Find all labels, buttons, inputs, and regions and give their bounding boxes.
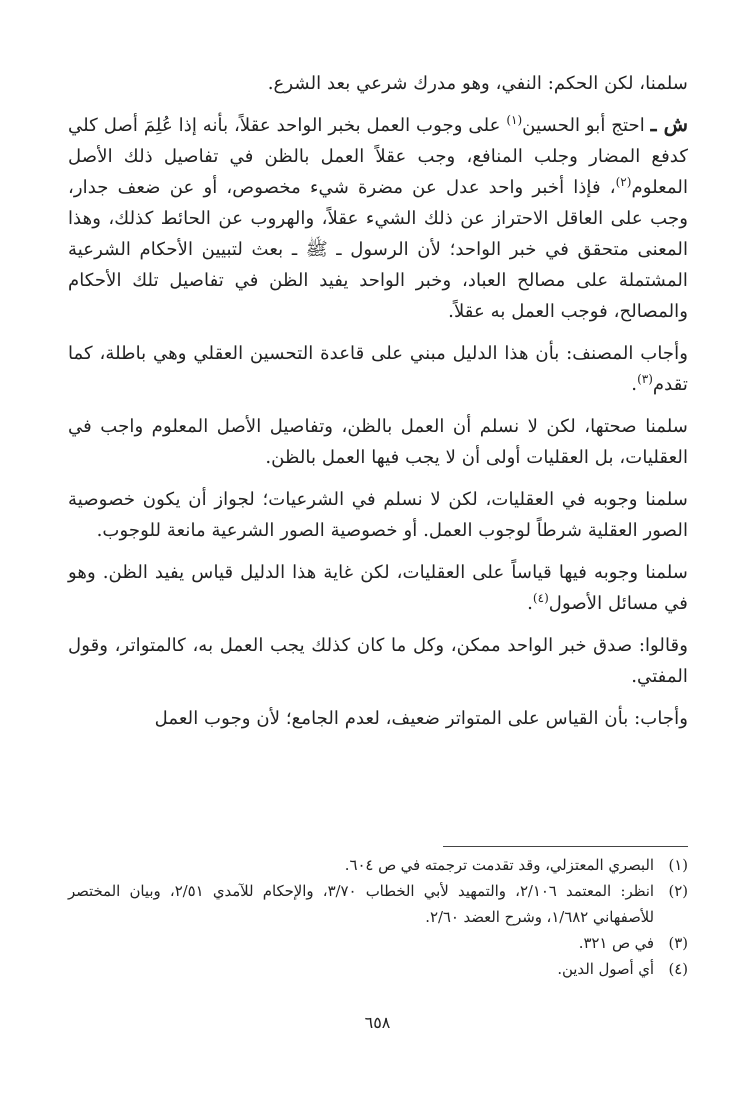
paragraph-text: سلمنا صحتها، لكن لا نسلم أن العمل بالظن، وتفاصيل الأصل المعلوم واجب في العقليات، بل العقليات أولى أن لا يجب فيها العمل بالظن. — [68, 416, 688, 468]
paragraph-text: وقالوا: صدق خبر الواحد ممكن، وكل ما كان كذلك يجب العمل به، كالمتواتر، وقول المفتي. — [68, 635, 688, 687]
paragraph-text: سلمنا وجوبه في العقليات، لكن لا نسلم في الشرعيات؛ لجواز أن يكون خصوصية الصور العقلية شرطاً لوجوب العمل. أو خصوصية الصور الشرعية مانعة للوجوب. — [68, 489, 688, 541]
paragraph-1 — [68, 68, 688, 99]
footnote-1 — [68, 853, 688, 879]
main-text — [68, 68, 688, 745]
paragraph-text: سلمنا، لكن الحكم: النفي، وهو مدرك شرعي بعد الشرع. — [267, 73, 688, 94]
footnote-ref-3: (٣) — [637, 371, 653, 386]
footnote-number: (٢) — [668, 883, 688, 900]
footnote-number: (٣) — [668, 935, 688, 952]
paragraph-4 — [68, 411, 688, 473]
footnote-4 — [68, 957, 688, 983]
footnote-3 — [68, 931, 688, 957]
paragraph-text: وأجاب المصنف: بأن هذا الدليل مبني على قاعدة التحسين العقلي وهي باطلة، كما تقدم — [68, 343, 688, 395]
page-number: ٦٥٨ — [364, 1013, 391, 1032]
footnote-text: في ص ٣٢١. — [578, 935, 654, 952]
paragraph-3 — [68, 338, 688, 400]
footnote-text: البصري المعتزلي، وقد تقدمت ترجمته في ص ٦٠٤. — [344, 857, 654, 874]
paragraph-5 — [68, 484, 688, 546]
paragraph-text: . — [631, 374, 638, 395]
footnote-ref-4: (٤) — [532, 590, 549, 605]
footnote-ref-2: (٢) — [615, 174, 632, 189]
paragraph-text: على وجوب العمل بخبر الواحد عقلاً، بأنه إذا عُلِمَ أصل كلي كدفع المضار وجلب المنافع، وجب عقلاً العمل بالظن في تفاصيل ذلك الأصل المعلوم — [68, 115, 688, 198]
paragraph-7 — [68, 630, 688, 692]
footnote-text: انظر: المعتمد ٢/١٠٦، والتمهيد لأبي الخطاب ٣/٧٠، والإحكام للآمدي ٢/٥١، وبيان المختصر للأصفهاني ١/٦٨٢، وشرح العضد ٢/٦٠. — [68, 883, 654, 926]
footnote-number: (٤) — [668, 961, 688, 978]
paragraph-text: وأجاب: بأن القياس على المتواتر ضعيف، لعدم الجامع؛ لأن وجوب العمل — [154, 708, 688, 729]
paragraph-8 — [68, 703, 688, 734]
paragraph-text: سلمنا وجوبه فيها قياساً على العقليات، لكن غاية هذا الدليل قياس يفيد الظن. وهو في مسائل الأصول — [68, 562, 688, 614]
commentary-marker: ش ـ — [650, 112, 688, 136]
footnotes — [68, 853, 688, 983]
paragraph-text: ، فإذا أخبر واحد عدل عن مضرة شيء مخصوص، أو عن ضعف جدار، وجب على العاقل الاحتراز عن ذلك الشيء عقلاً، والهروب عن الحائط كذلك، وهذا المعنى متحقق في خبر الواحد؛ لأن الرسول ـ ﷺ ـ بعث لتبيين الأحكام الشرعية المشتملة على مصالح العباد، وخبر الواحد يفيد الظن في تفاصيل تلك الأحكام والمصالح، فوجب العمل به عقلاً. — [68, 177, 688, 322]
footnote-ref-1: (١) — [506, 112, 523, 127]
footnote-2 — [68, 879, 688, 931]
footnote-number: (١) — [668, 857, 688, 874]
paragraph-6 — [68, 557, 688, 619]
footnote-separator — [443, 846, 688, 847]
paragraph-text: احتج أبو الحسين — [522, 115, 651, 136]
footnote-text: أي أصول الدين. — [557, 961, 654, 978]
paragraph-text: . — [527, 593, 533, 614]
paragraph-2 — [68, 109, 688, 327]
